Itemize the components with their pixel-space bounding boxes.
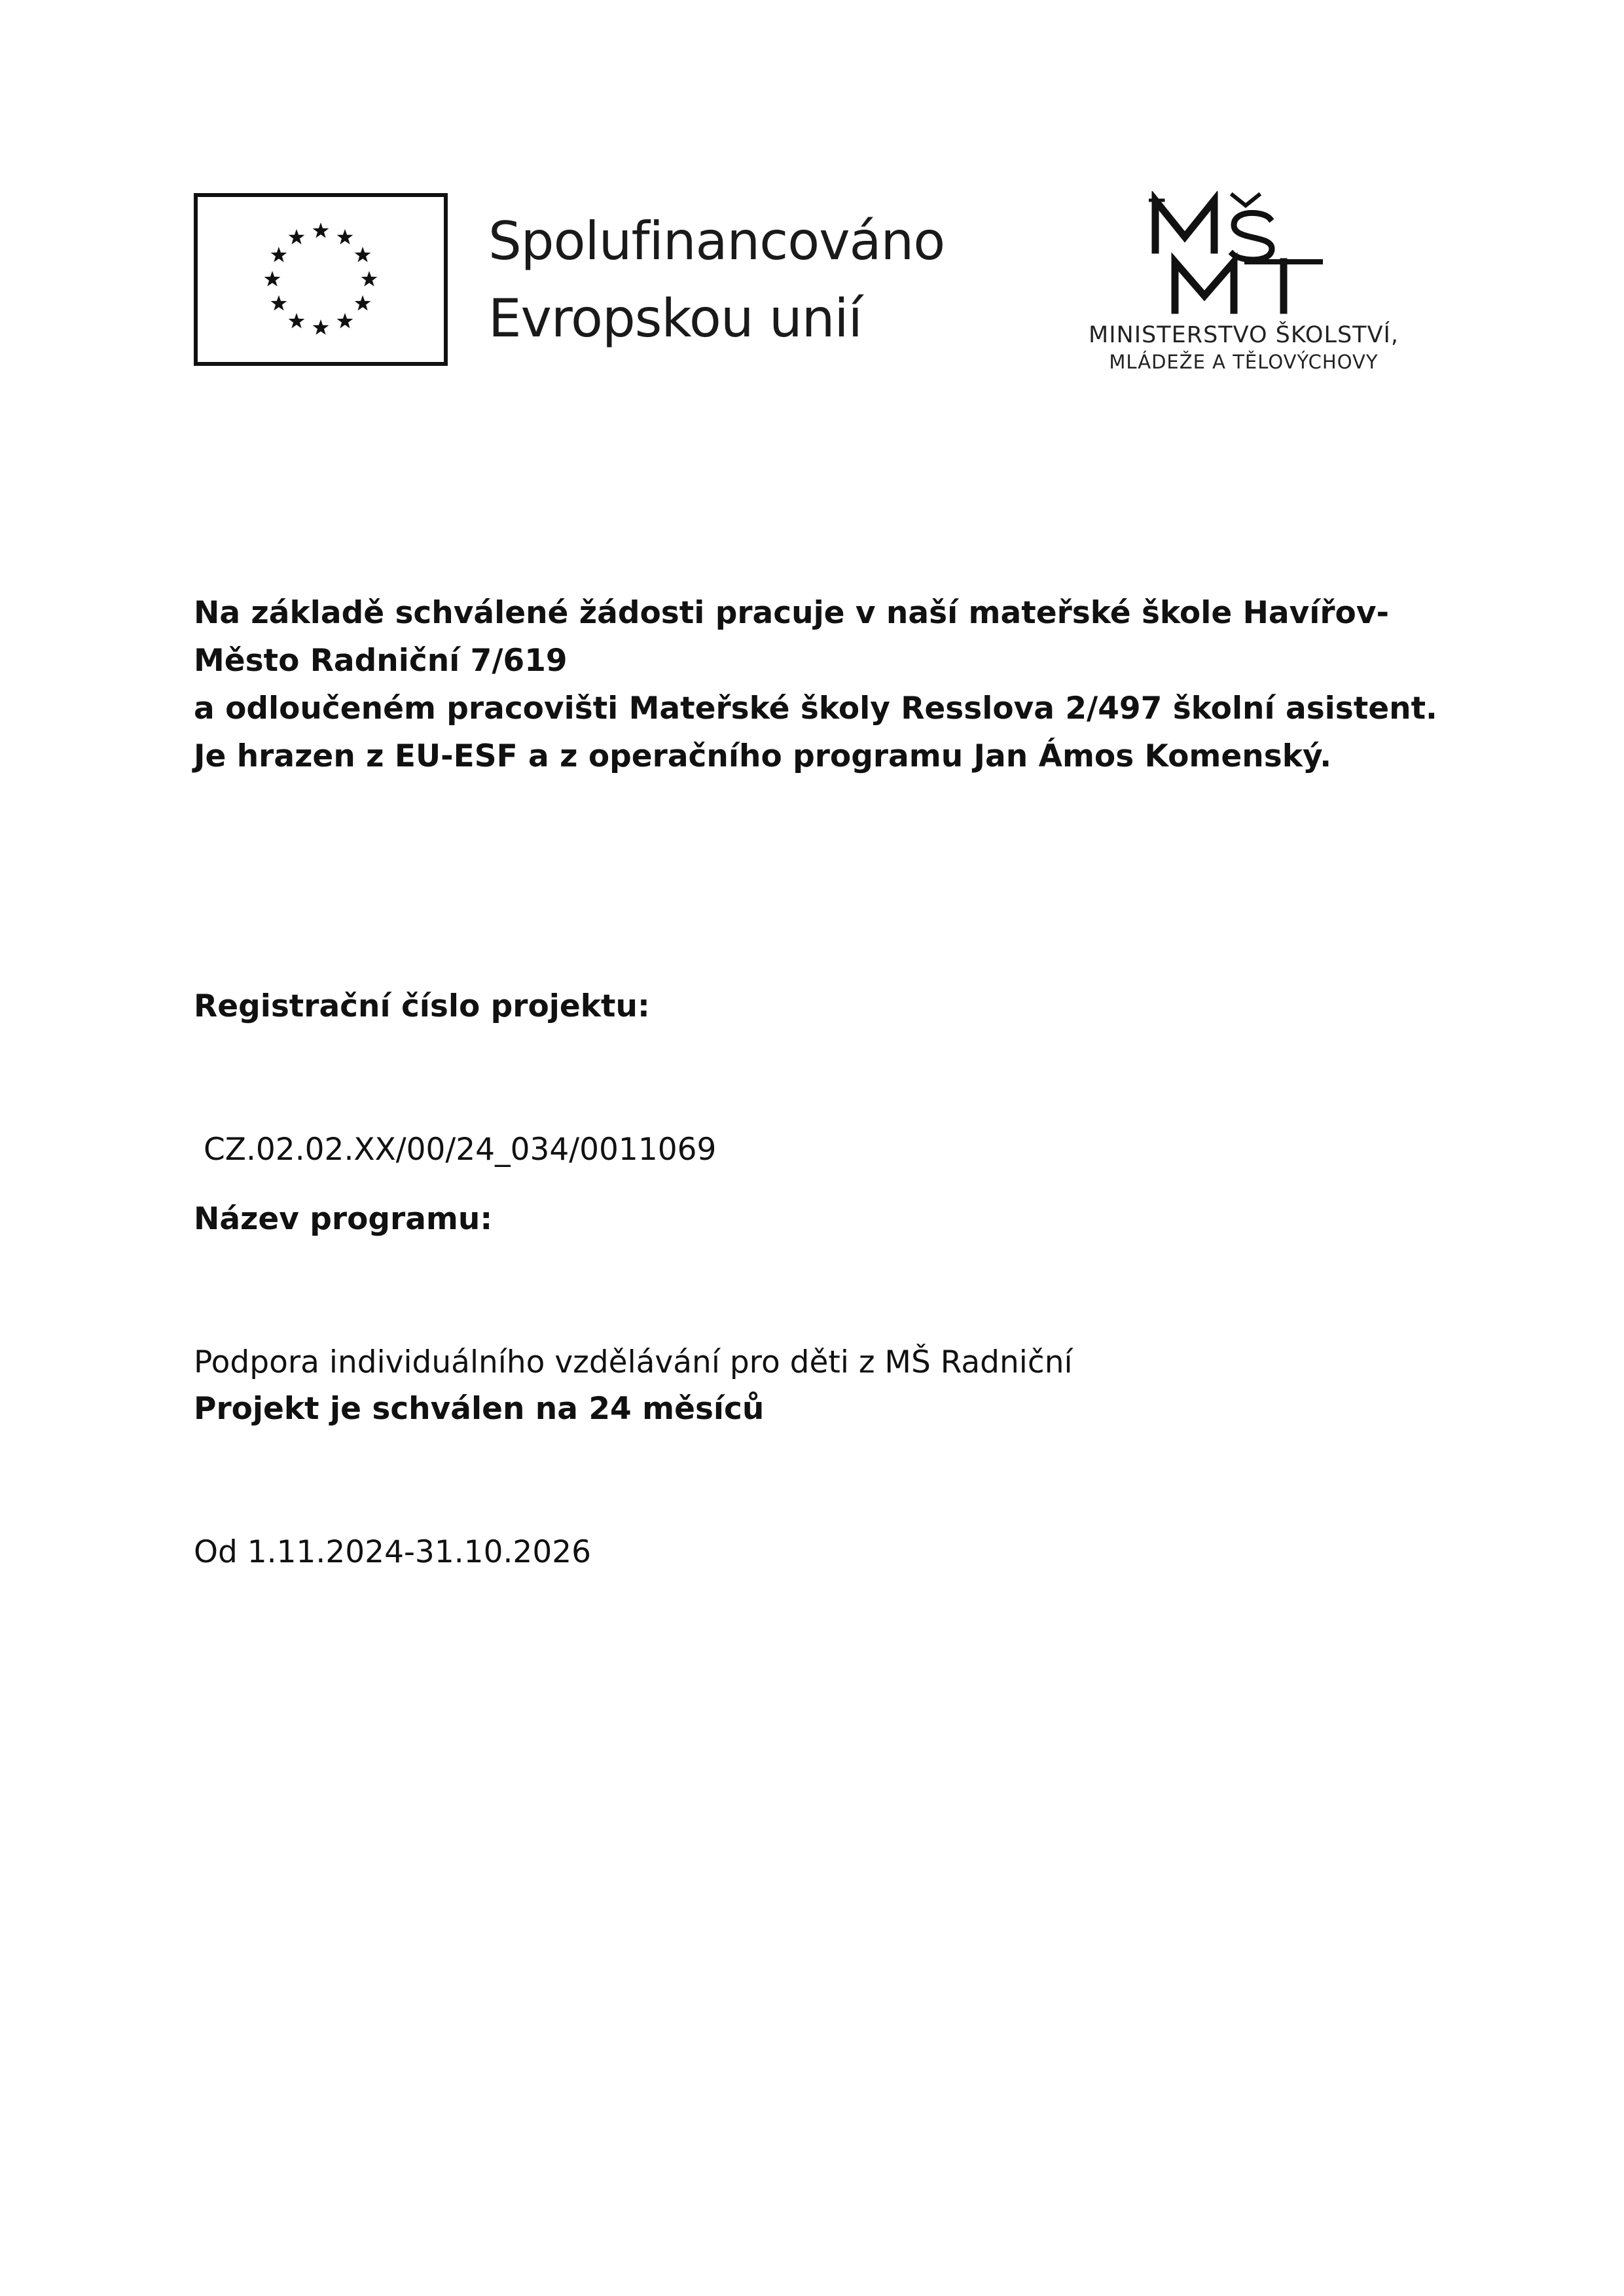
intro-paragraph (194, 589, 1437, 780)
registration-label: Registrační číslo projektu: (194, 988, 650, 1024)
duration-section (194, 1289, 764, 1624)
eu-star (337, 313, 353, 329)
eu-star (271, 247, 287, 262)
duration-dates: Od 1.11.2024-31.10.2026 (194, 1534, 592, 1570)
eu-star (313, 319, 329, 335)
intro-line-2: Město Radniční 7/619 (194, 643, 568, 679)
eu-star (289, 229, 305, 245)
msmt-name-line2: MLÁDEŽE A TĚLOVÝCHOVY (1109, 351, 1379, 373)
eu-star (289, 313, 305, 329)
intro-line-4: Je hrazen z EU-ESF a z operačního programu Jan Ámos Komenský. (194, 738, 1332, 774)
program-name: Podpora individuálního vzdělávání pro děti z MŠ Radniční (194, 1344, 1073, 1380)
eu-flag-icon (194, 193, 448, 366)
program-label: Název programu: (194, 1201, 493, 1237)
eu-star (355, 247, 371, 262)
eu-star (361, 271, 378, 287)
eu-star (355, 295, 371, 311)
msmt-name-line1: MINISTERSTVO ŠKOLSTVÍ, (1089, 322, 1399, 348)
eu-cofinanced-text (488, 203, 945, 357)
intro-line-3: a odloučeném pracovišti Mateřské školy Resslova 2/497 školní asistent. (194, 691, 1437, 726)
eu-text-line1: Spolufinancováno (488, 211, 945, 272)
eu-star (264, 271, 281, 287)
msmt-name (1060, 321, 1427, 374)
eu-star (313, 223, 329, 238)
registration-number: CZ.02.02.XX/00/24_034/0011069 (194, 1132, 717, 1168)
duration-label: Projekt je schválen na 24 měsíců (194, 1391, 765, 1427)
intro-line-1: Na základě schválené žádosti pracuje v naší mateřské škole Havířov- (194, 595, 1389, 631)
msmt-logo-icon (1149, 191, 1326, 315)
eu-star (337, 229, 353, 245)
eu-text-line2: Evropskou unií (488, 288, 862, 349)
eu-star (271, 295, 287, 311)
